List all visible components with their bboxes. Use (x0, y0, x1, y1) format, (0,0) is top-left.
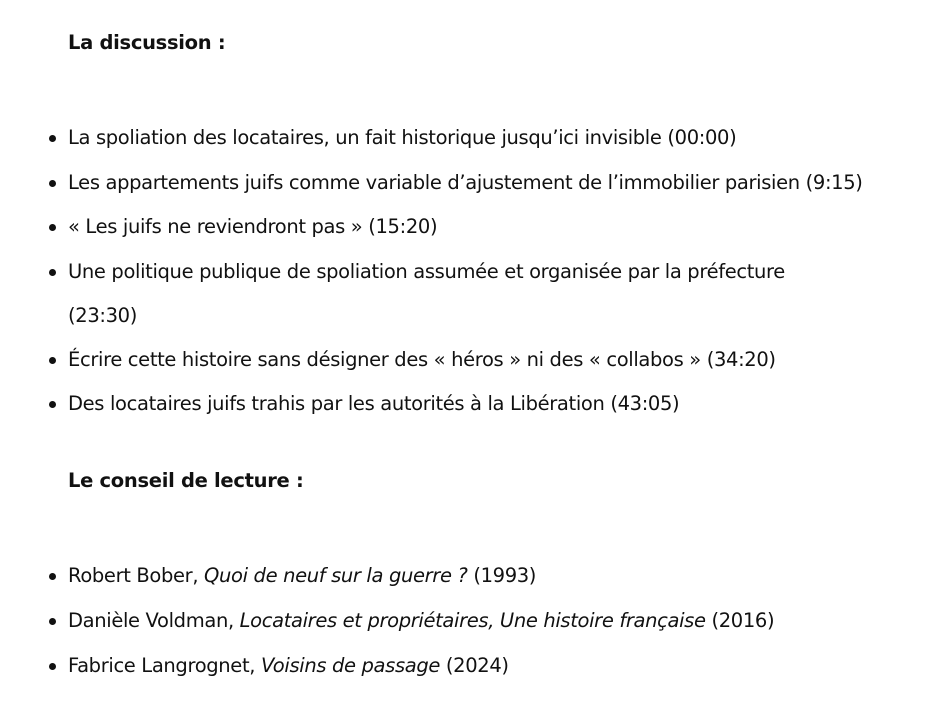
list-item (68, 250, 920, 338)
discussion-list (68, 116, 920, 427)
list-item-text: « Les juifs ne reviendront pas » (15:20) (68, 215, 438, 238)
list-item (68, 644, 920, 689)
list-item (68, 382, 920, 427)
list-item-text: Des locataires juifs trahis par les autorités à la Libération (43:05) (68, 392, 680, 415)
author: Danièle Voldman, (68, 609, 240, 632)
list-item (68, 161, 920, 206)
list-item-text: La spoliation des locataires, un fait historique jusqu’ici invisible (00:00) (68, 126, 737, 149)
bullet-icon (49, 135, 56, 142)
list-item-text-line2: (23:30) (68, 303, 137, 327)
reading-heading: Le conseil de lecture : (68, 469, 304, 492)
year: (2016) (705, 609, 775, 632)
reading-list (68, 554, 920, 689)
bullet-icon (49, 618, 56, 625)
book-title: Quoi de neuf sur la guerre ? (204, 564, 468, 587)
discussion-heading: La discussion : (68, 31, 226, 54)
bullet-icon (49, 180, 56, 187)
bullet-icon (49, 269, 56, 276)
bullet-icon (49, 573, 56, 580)
list-item-text: Les appartements juifs comme variable d’ajustement de l’immobilier parisien (9:15) (68, 170, 863, 194)
bullet-icon (49, 663, 56, 670)
book-title: Voisins de passage (260, 654, 441, 677)
year: (2024) (440, 654, 509, 677)
bullet-icon (49, 357, 56, 364)
list-item-text: Écrire cette histoire sans désigner des « héros » ni des « collabos » (34:20) (68, 347, 776, 371)
book-title: Locataires et propriétaires, Une histoire française (239, 609, 706, 632)
list-item-text-line1: Une politique publique de spoliation assumée et organisée par la préfecture (68, 259, 785, 283)
author: Robert Bober, (68, 564, 205, 587)
list-item (68, 338, 920, 383)
reading-item (68, 554, 920, 598)
list-item (68, 599, 920, 644)
list-item (68, 554, 920, 599)
list-item (68, 116, 920, 161)
list-item (68, 205, 920, 250)
bullet-icon (49, 401, 56, 408)
year: (1993) (467, 564, 537, 587)
bullet-icon (49, 224, 56, 231)
author: Fabrice Langrognet, (68, 654, 261, 677)
reading-item (68, 599, 920, 643)
reading-item (68, 644, 920, 688)
